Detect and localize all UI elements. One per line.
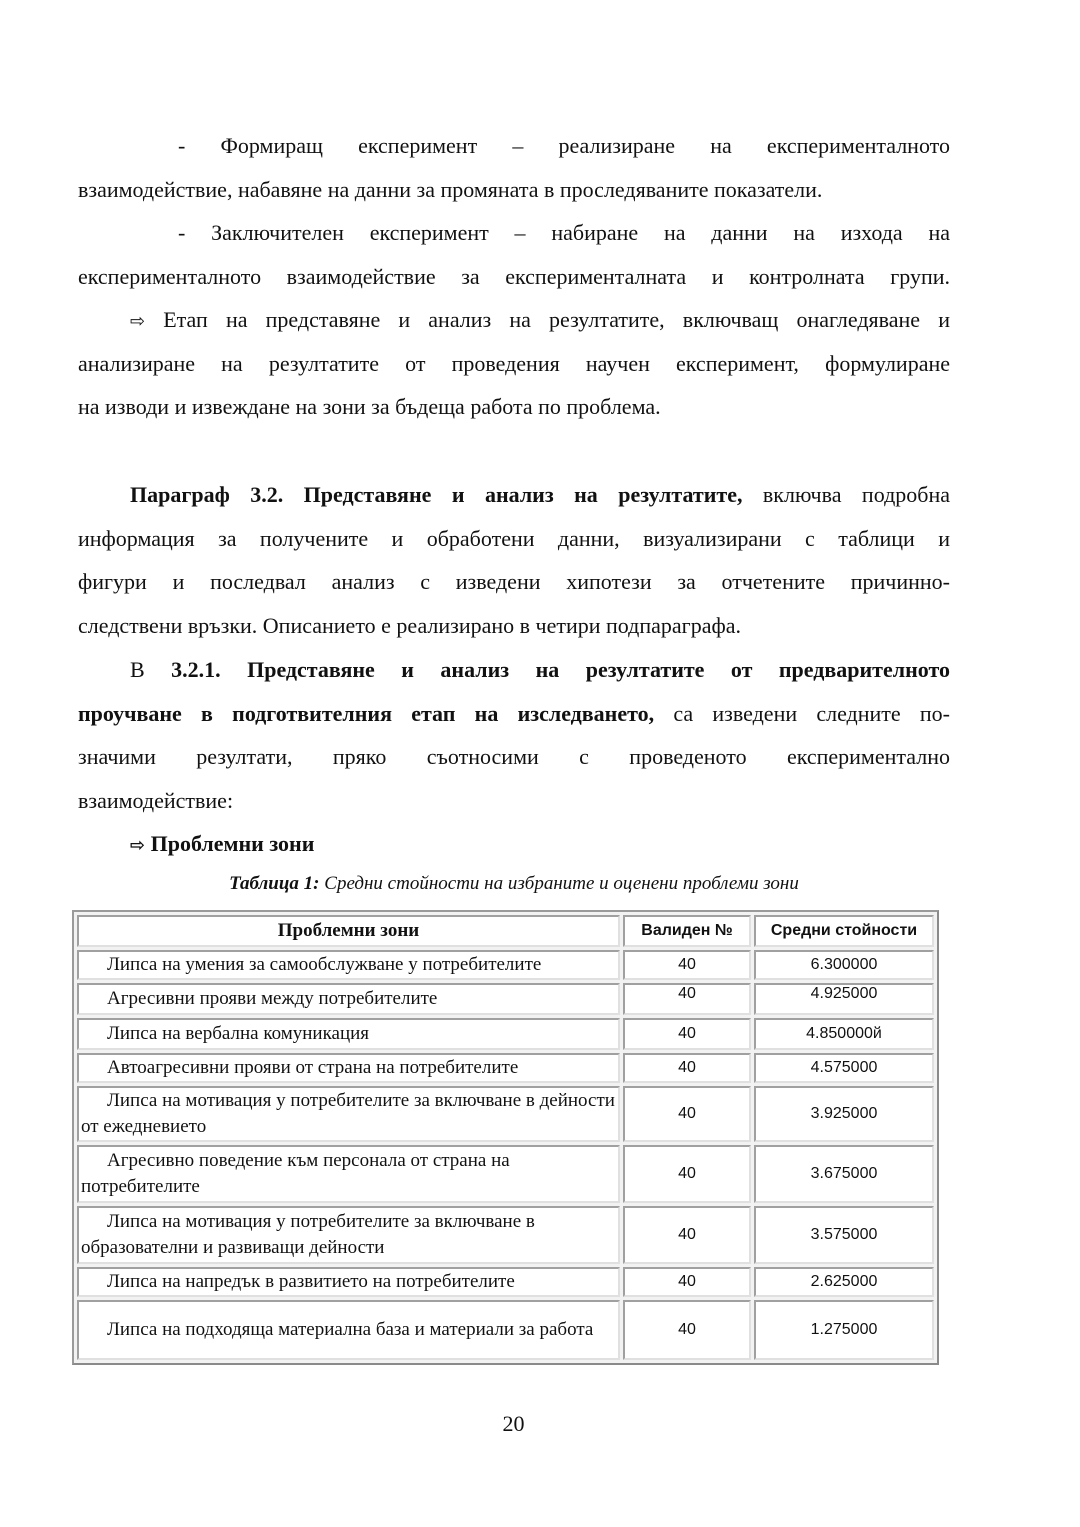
cell-mean: 2.625000 xyxy=(754,1267,934,1297)
cell-zone: Липса на умения за самообслужване у потребителите xyxy=(77,950,620,980)
cell-zone: Автоагресивни прояви от страна на потребителите xyxy=(77,1053,620,1083)
cell-valid-n: 40 xyxy=(623,1267,751,1297)
table-row xyxy=(77,1086,934,1142)
cell-mean: 3.675000 xyxy=(754,1145,934,1203)
cell-valid-n: 40 xyxy=(623,1300,751,1360)
cell-valid-n: 40 xyxy=(623,950,751,980)
text-segment: Етап на представяне и анализ на резултатите, включващ онагледяване и xyxy=(163,307,950,332)
cell-mean: 3.925000 xyxy=(754,1086,934,1142)
cell-zone: Липса на вербална комуникация xyxy=(77,1018,620,1050)
text-line: значими резултати, пряко съотносими с проведеното експериментално xyxy=(78,744,950,769)
cell-mean: 4.575000 xyxy=(754,1053,934,1083)
page-number: 20 xyxy=(502,1411,525,1436)
cell-valid-n: 40 xyxy=(623,983,751,1015)
arrow-right-icon: ⇨ xyxy=(130,835,146,856)
table-row xyxy=(77,1053,934,1083)
cell-valid-n: 40 xyxy=(623,1053,751,1083)
section-heading-inline: Параграф 3.2. Представяне и анализ на резултатите, xyxy=(130,482,743,507)
table-caption-text: Средни стойности на избраните и оценени проблеми зони xyxy=(319,873,799,894)
cell-mean: 6.300000 xyxy=(754,950,934,980)
paragraph-formative-experiment xyxy=(78,124,950,211)
paragraph-results-stage xyxy=(78,298,950,429)
cell-mean: 1.275000 xyxy=(754,1300,934,1360)
cell-zone: Липса на напредък в развитието на потребителите xyxy=(77,1267,620,1297)
column-header-zones: Проблемни зони xyxy=(77,915,620,947)
text-line: взаимодействие, набавяне на данни за промяната в проследяваните показатели. xyxy=(78,176,823,202)
cell-valid-n: 40 xyxy=(623,1145,751,1203)
cell-mean: 3.575000 xyxy=(754,1206,934,1264)
table-row xyxy=(77,950,934,980)
text-line: взаимодействие: xyxy=(78,787,234,813)
table-row xyxy=(77,1018,934,1050)
cell-valid-n: 40 xyxy=(623,1086,751,1142)
text-line: информация за получените и обработени данни, визуализирани с таблици и xyxy=(78,525,950,551)
subsection-heading-inline: проучване в подготвителния етап на изследването, xyxy=(78,700,655,726)
table-caption-label: Таблица 1: xyxy=(229,873,320,894)
text-segment: включва подробна xyxy=(742,482,950,507)
heading-problem-zones xyxy=(78,822,950,866)
table-row xyxy=(77,1300,934,1360)
text-line: анализиране на резултатите от проведения научен експеримент, формулиране xyxy=(78,350,950,376)
cell-valid-n: 40 xyxy=(623,1018,751,1050)
problem-zones-table xyxy=(72,910,939,1365)
cell-mean: 4.925000 xyxy=(754,983,934,1015)
table-header-row xyxy=(77,915,934,947)
column-header-mean: Средни стойности xyxy=(754,915,934,947)
table-row xyxy=(77,1267,934,1297)
text-line xyxy=(78,822,950,866)
table-row xyxy=(77,983,934,1015)
heading-text: Проблемни зони xyxy=(150,831,315,856)
text-line: на изводи и извеждане на зони за бъдеща работа по проблема. xyxy=(78,394,661,419)
text-line xyxy=(78,692,950,736)
text-line: фигури и последвал анализ с изведени хипотези за отчетените причинно- xyxy=(78,569,950,594)
text-segment: В xyxy=(130,657,172,682)
cell-valid-n: 40 xyxy=(623,1206,751,1264)
paragraph-final-experiment xyxy=(78,211,950,298)
table-row xyxy=(77,1145,934,1203)
paragraph-subsection-3-2-1 xyxy=(78,648,950,822)
text-line: - Заключителен експеримент – набиране на данни на изхода на xyxy=(178,220,950,245)
table-caption xyxy=(78,873,950,895)
cell-zone: Агресивни прояви между потребителите xyxy=(77,983,620,1015)
text-segment: са изведени следните по- xyxy=(654,700,951,726)
cell-zone: Липса на подходяща материална база и материали за работа xyxy=(77,1300,620,1360)
subsection-heading-inline: 3.2.1. Представяне и анализ на резултатите от предварителното xyxy=(171,657,950,682)
text-line xyxy=(78,648,950,692)
text-line xyxy=(78,298,950,342)
column-header-valid-n: Валиден № xyxy=(623,915,751,947)
text-line: следствени връзки. Описанието е реализирано в четири подпараграфа. xyxy=(78,612,741,638)
cell-zone: Липса на мотивация у потребителите за включване в образователни и развиващи дейности xyxy=(77,1206,620,1264)
text-line xyxy=(78,473,950,517)
paragraph-section-3-2 xyxy=(78,473,950,647)
table-row xyxy=(77,1206,934,1264)
arrow-right-icon: ⇨ xyxy=(130,311,146,332)
text-line: - Формиращ експеримент – реализиране на експерименталното xyxy=(178,133,950,158)
cell-mean: 4.850000й xyxy=(754,1018,934,1050)
text-line: експерименталното взаимодействие за експерименталната и контролната групи. xyxy=(78,263,950,289)
cell-zone: Липса на мотивация у потребителите за включване в дейности от ежедневието xyxy=(77,1086,620,1142)
cell-zone: Агресивно поведение към персонала от страна на потребителите xyxy=(77,1145,620,1203)
